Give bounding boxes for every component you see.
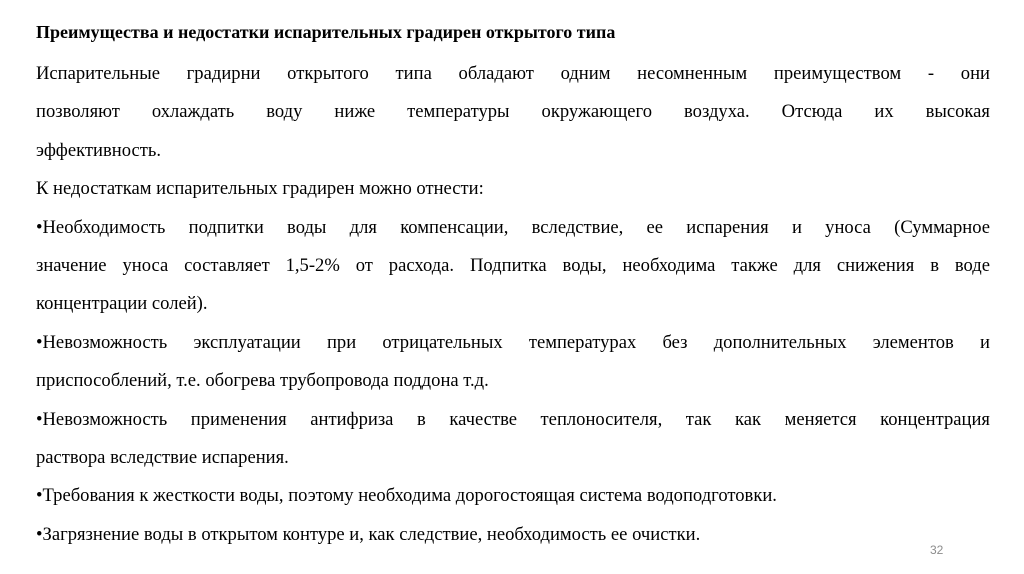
body-line: К недостаткам испарительных градирен можно отнести: bbox=[36, 178, 484, 200]
bullet-line: •Требования к жесткости воды, поэтому необходима дорогостоящая система водоподготовки. bbox=[36, 485, 777, 507]
slide-content bbox=[36, 19, 990, 554]
body-line: позволяют охлаждать воду ниже температуры окружающего воздуха. Отсюда их высокая bbox=[36, 101, 990, 123]
slide-title: Преимущества и недостатки испарительных градирен открытого типа bbox=[36, 22, 616, 42]
bullet-line: приспособлений, т.е. обогрева трубопровода поддона т.д. bbox=[36, 370, 489, 392]
slide-body bbox=[36, 55, 990, 554]
bullet-line: концентрации солей). bbox=[36, 293, 208, 315]
bullet-line: •Невозможность применения антифриза в качестве теплоносителя, так как меняется концентрация bbox=[36, 408, 990, 430]
bullet-line: •Невозможность эксплуатации при отрицательных температурах без дополнительных элементов и bbox=[36, 331, 990, 353]
bullet-line: •Загрязнение воды в открытом контуре и, как следствие, необходимость ее очистки. bbox=[36, 523, 701, 545]
bullet-line: раствора вследствие испарения. bbox=[36, 446, 289, 468]
bullet-line: значение уноса составляет 1,5-2% от расхода. Подпитка воды, необходима также для снижения в воде bbox=[36, 254, 990, 276]
page-number: 32 bbox=[930, 543, 944, 557]
body-line: Испарительные градирни открытого типа обладают одним несомненным преимуществом - они bbox=[36, 63, 990, 84]
body-line: эффективность. bbox=[36, 139, 161, 161]
bullet-line: •Необходимость подпитки воды для компенсации, вследствие, ее испарения и уноса (Суммарное bbox=[36, 216, 990, 238]
